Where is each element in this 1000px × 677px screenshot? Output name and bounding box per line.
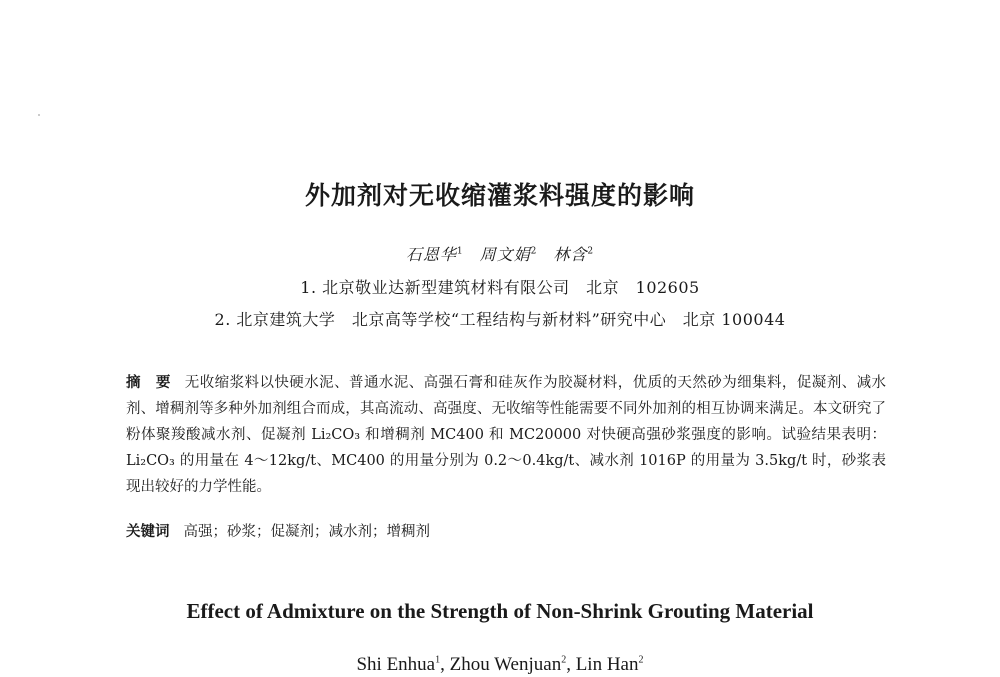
paper-title-chinese: 外加剂对无收缩灌浆料强度的影响	[304, 181, 695, 210]
author-affiliation-mark: 2	[587, 246, 595, 257]
author-name: Lin Han	[575, 654, 639, 675]
author-affiliation-mark: 2	[638, 654, 644, 666]
author-name: 石恩华	[405, 245, 457, 264]
author-affiliation-mark: 1	[456, 246, 464, 257]
author-affiliation-mark: 2	[561, 654, 567, 666]
author-list-english: Shi Enhua$^1$, Zhou Wenjuan$^2$, Lin Han$^2$	[356, 654, 644, 675]
abstract-text: 无收缩浆料以快硬水泥、普通水泥、高强石膏和硅灰作为胶凝材料，优质的天然砂为细集料，促凝剂、减水剂、增稠剂等多种外加剂组合而成，其高流动、高强度、无收缩等性能需要不同外加剂的相互协调来满足。本文研究了粉体聚羧酸减水剂、促凝剂 Li₂CO₃ 和增稠剂 MC400 和 MC20000 对快硬高强砂浆强度的影响。试验结果表明：Li₂CO₃ 的用量在 4～12kg/t、MC400 的用量分别为 0.2～0.4kg/t、减水剂 1016P 的用量为 3.5kg/t 时，砂浆表现出较好的力学性能。	[126, 375, 887, 495]
affiliation-1: 1. 北京敬业达新型建筑材料有限公司 北京 102605	[300, 278, 700, 297]
abstract	[126, 370, 886, 500]
scan-speck	[38, 114, 40, 116]
author-name: Shi Enhua	[356, 654, 436, 675]
keywords-label: 关键词	[126, 524, 170, 540]
paper-title-english: Effect of Admixture on the Strength of Non-Shrink Grouting Material	[186, 599, 814, 623]
author-name: 林含	[553, 245, 588, 264]
keywords	[126, 520, 886, 541]
keywords-text: 高强；砂浆；促凝剂；减水剂；增稠剂	[183, 524, 430, 540]
author-affiliation-mark: 2	[530, 246, 538, 257]
author-name: 周文娟	[479, 245, 531, 264]
author-affiliation-mark: 1	[435, 654, 441, 666]
affiliation-2: 2. 北京建筑大学 北京高等学校“工程结构与新材料”研究中心 北京 100044	[214, 310, 786, 329]
author-list-chinese	[0, 242, 1000, 265]
abstract-label: 摘 要	[126, 375, 171, 391]
author-name: Zhou Wenjuan	[449, 654, 562, 675]
